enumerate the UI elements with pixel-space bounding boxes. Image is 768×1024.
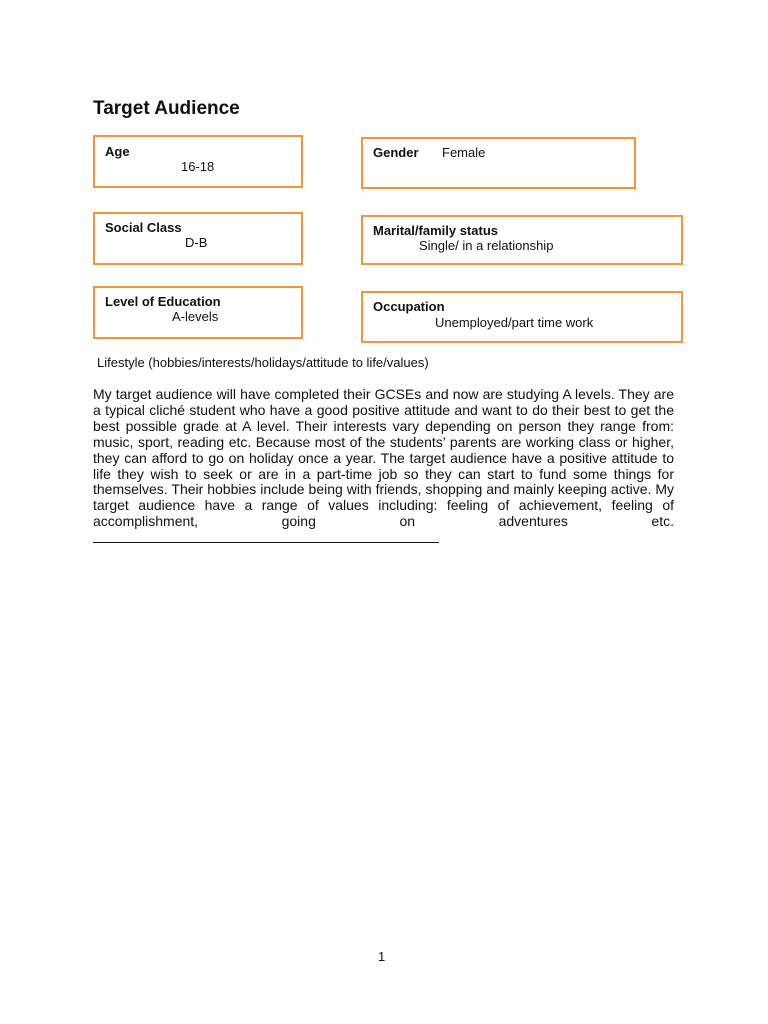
marital-status-value: Single/ in a relationship [419,238,554,253]
social-class-label: Social Class [105,220,182,235]
paragraph-text: My target audience will have completed their GCSEs and now are studying A levels. They are a typical cliché student who have a good positive attitude and want to do their best to get the best possible grade at A level. Their interests vary depending on person they range from: music, sport, reading etc. Because most of the students’ parents are working class or higher, they can afford to go on holiday once a year. The target audience have a positive attitude to life they wish to seek or are in a part-time job so they can start to fund some things for themselves. Their hobbies include being with friends, shopping and mainly keeping active. My target audience have a range of values including: feeling of achievement, feeling of accomplishment, going on adventures etc. [93,386,674,530]
education-value: A-levels [172,309,219,324]
lifestyle-heading: Lifestyle (hobbies/interests/holidays/attitude to life/values) [97,355,429,370]
occupation-label: Occupation [373,299,445,314]
page-number: 1 [378,949,386,964]
social-class-value: D-B [185,235,208,250]
gender-value: Female [442,145,486,160]
education-label: Level of Education [105,294,221,309]
marital-status-label: Marital/family status [373,223,498,238]
blank-underline [93,530,439,543]
age-box [93,135,303,188]
occupation-value: Unemployed/part time work [435,315,594,330]
age-value: 16-18 [181,159,215,174]
occupation-box [361,291,683,343]
education-box [93,286,303,339]
page-title: Target Audience [93,98,240,119]
social-class-box [93,212,303,265]
age-label: Age [105,144,130,159]
lifestyle-paragraph [93,387,674,547]
marital-status-box [361,215,683,265]
gender-box [361,137,636,189]
gender-label: Gender [373,145,419,160]
